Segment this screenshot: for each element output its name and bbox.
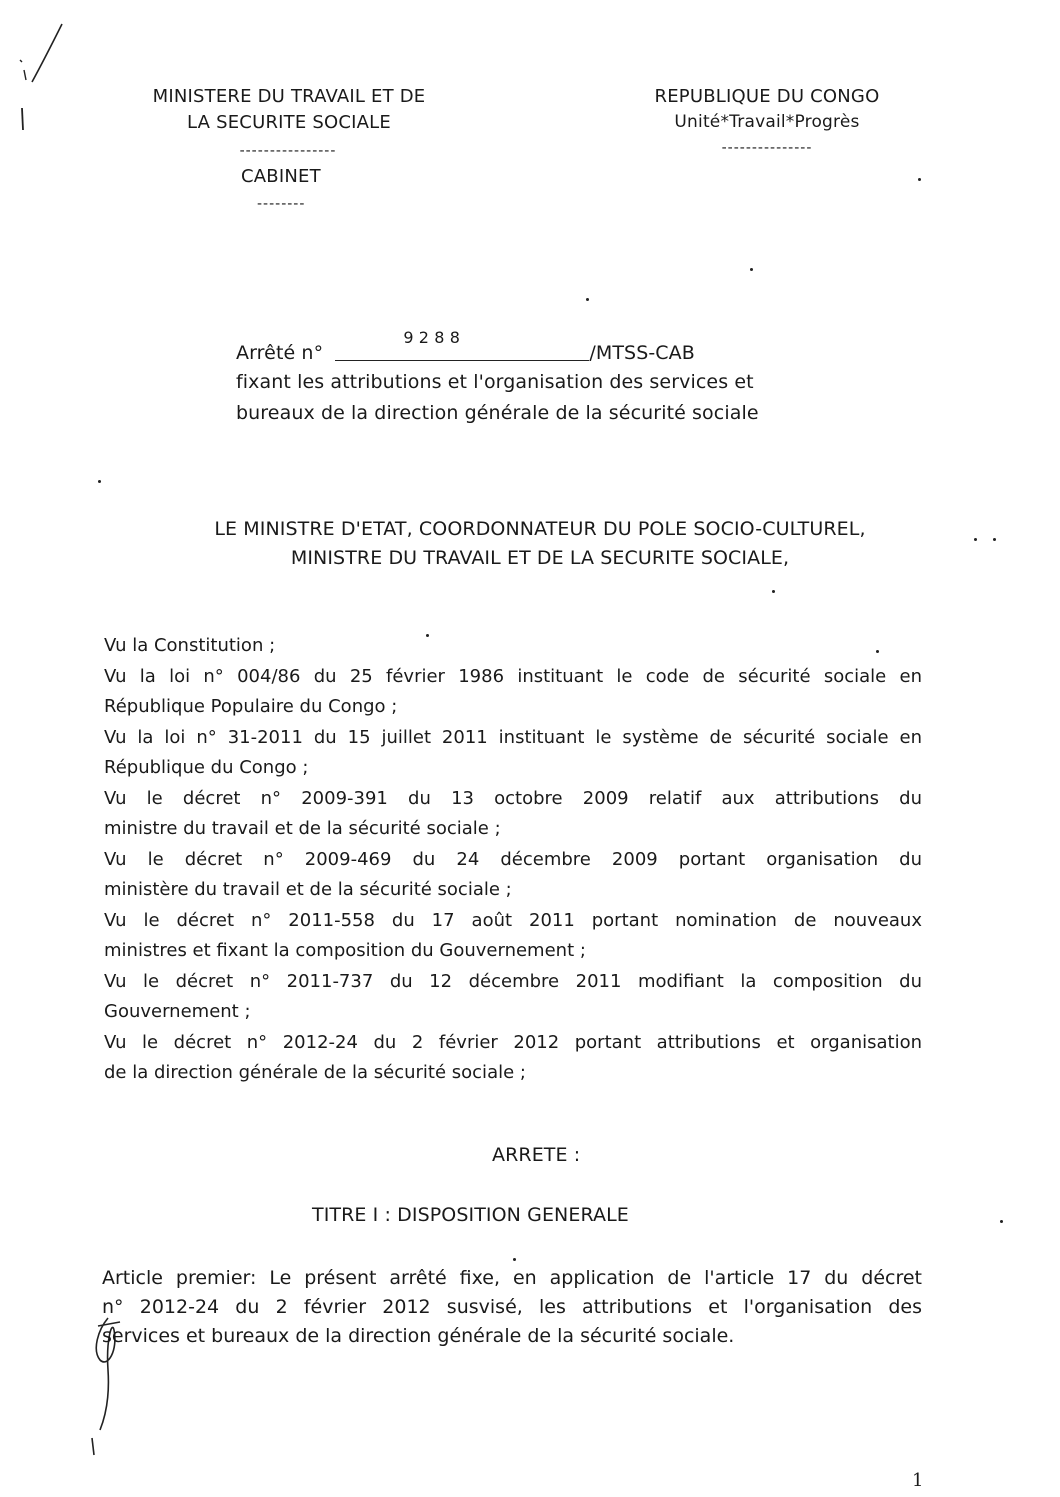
visa-line: Vu la loi n° 004/86 du 25 février 1986 instituant le code de sécurité sociale en — [104, 665, 922, 687]
ministry-separator: ---------------- — [239, 143, 337, 159]
republic-header — [626, 86, 908, 156]
arrete-number: 9 2 8 8 — [403, 328, 461, 347]
scan-speck — [1000, 1220, 1003, 1223]
arrete-number-line — [236, 328, 695, 364]
arrete-suffix: /MTSS-CAB — [589, 342, 695, 364]
visa-line: République du Congo ; — [104, 757, 309, 778]
visa-line: ministère du travail et de la sécurité sociale ; — [104, 879, 512, 900]
minister-line1: LE MINISTRE D'ETAT, COORDONNATEUR DU POLE SOCIO-CULTUREL, — [214, 518, 866, 540]
republic-separator: --------------- — [721, 140, 813, 156]
visa-line: Gouvernement ; — [104, 1001, 251, 1022]
cabinet-label: CABINET — [241, 166, 321, 187]
scan-speck — [974, 538, 977, 541]
scan-speck — [993, 538, 996, 541]
visa-line: Vu le décret n° 2011-558 du 17 août 2011 portant nomination de nouveaux — [104, 909, 922, 931]
arrete-number-blank — [335, 328, 589, 361]
scan-speck — [772, 590, 775, 593]
scan-speck — [513, 1258, 516, 1261]
article-line3: services et bureaux de la direction générale de la sécurité sociale. — [102, 1325, 735, 1347]
visa-line: Vu le décret n° 2011-737 du 12 décembre 2011 modifiant la composition du — [104, 970, 922, 992]
page-number: 1 — [912, 1470, 924, 1491]
republic-name: REPUBLIQUE DU CONGO — [654, 86, 880, 107]
visa-line: ministres et fixant la composition du Gouvernement ; — [104, 940, 586, 961]
article-line1: Article premier: Le présent arrêté fixe, en application de l'article 17 du décret — [102, 1267, 922, 1289]
republic-motto: Unité*Travail*Progrès — [674, 112, 860, 132]
visa-line: Vu la Constitution ; — [104, 635, 276, 656]
visa-line: de la direction générale de la sécurité sociale ; — [104, 1062, 526, 1083]
titre-heading: TITRE I : DISPOSITION GENERALE — [312, 1204, 629, 1226]
visa-line: Vu le décret n° 2009-391 du 13 octobre 2009 relatif aux attributions du — [104, 787, 922, 809]
visas-list — [104, 631, 922, 1089]
decision-heading: ARRETE : — [492, 1144, 581, 1166]
minister-line2: MINISTRE DU TRAVAIL ET DE LA SECURITE SOCIALE, — [290, 547, 790, 569]
arrete-description-line2: bureaux de la direction générale de la sécurité sociale — [236, 402, 759, 424]
visa-line: Vu le décret n° 2009-469 du 24 décembre 2009 portant organisation du — [104, 848, 922, 870]
minister-title — [140, 518, 940, 576]
arrete-prefix: Arrêté n° — [236, 342, 324, 364]
handwritten-mark-top — [14, 20, 74, 140]
article-line2: n° 2012-24 du 2 février 2012 susvisé, les attributions et l'organisation des — [102, 1296, 922, 1318]
ministry-header — [100, 86, 478, 164]
arrete-description-line1: fixant les attributions et l'organisation des services et — [236, 371, 754, 393]
visa-line: République Populaire du Congo ; — [104, 696, 398, 717]
scan-speck — [750, 268, 753, 271]
visa-line: ministre du travail et de la sécurité sociale ; — [104, 818, 501, 839]
visa-line: Vu le décret n° 2012-24 du 2 février 2012 portant attributions et organisation — [104, 1031, 922, 1053]
ministry-name-line2: LA SECURITE SOCIALE — [187, 112, 391, 133]
article-premier — [102, 1264, 922, 1351]
scan-speck — [918, 178, 921, 181]
ministry-name-line1: MINISTERE DU TRAVAIL ET DE — [152, 86, 426, 107]
visa-line: Vu la loi n° 31-2011 du 15 juillet 2011 instituant le système de sécurité sociale en — [104, 726, 922, 748]
cabinet-separator: -------- — [257, 196, 306, 212]
scan-speck — [98, 480, 101, 483]
scan-speck — [586, 298, 589, 301]
